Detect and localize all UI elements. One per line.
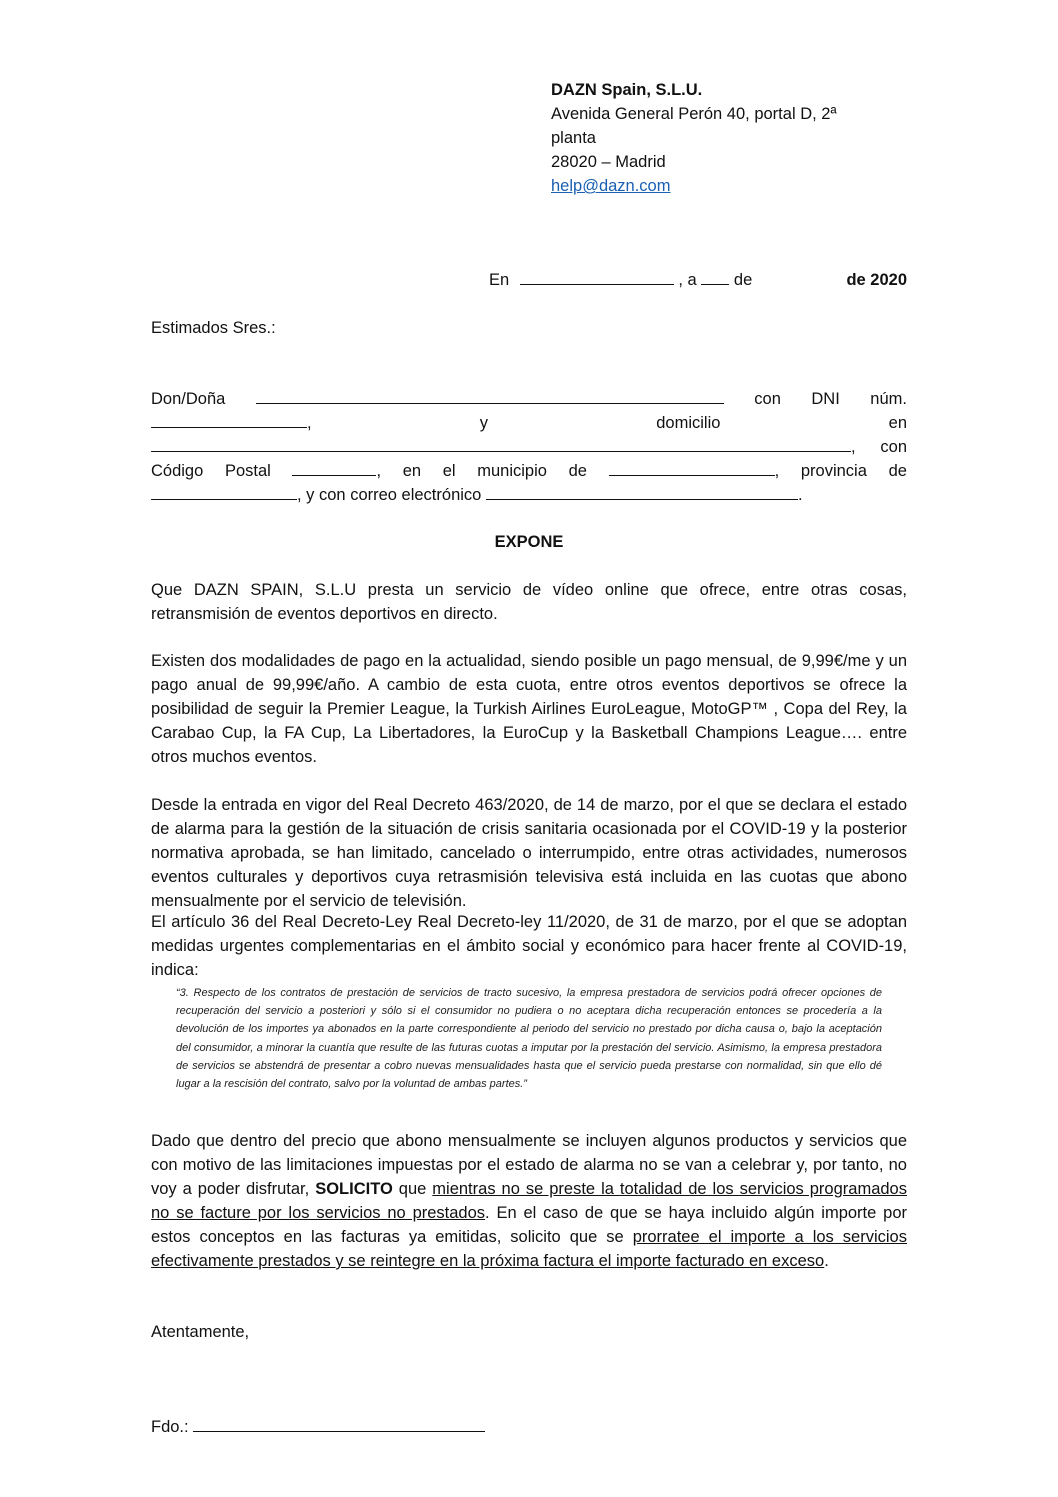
label-el: el bbox=[442, 462, 456, 480]
label-domicilio: domicilio bbox=[656, 414, 721, 432]
recipient-email-link[interactable]: help@dazn.com bbox=[551, 177, 671, 195]
date-prefix: En bbox=[489, 271, 510, 289]
legal-quote: “3. Respecto de los contratos de prestación de servicios de tracto sucesivo, la empresa prestadora de servicios podrá ofrecer opciones de recuperación del servicio a posteriori y sólo si el consumidor no pudiera o no aceptara dicha recuperación entonces se procedería a la devolución de los importes ya abonados en la parte correspondiente al periodo del servicio no prestado por dicha causa o, bajo la aceptación del consumidor, a minorar la cuantía que resulte de las futuras cuotas a imputar por la prestación del servicio. Asimismo, la empresa prestadora de servicios se abstendrá de presentar a cobro nuevas mensualidades hasta que el servicio pueda prestarse con normalidad, sin que ello dé lugar a la rescisión del contrato, salvo por la voluntad de ambas partes.” bbox=[176, 987, 882, 1091]
place-blank[interactable] bbox=[520, 269, 674, 285]
label-de: de bbox=[888, 462, 907, 480]
signature-line bbox=[151, 1415, 907, 1439]
recipient-address-line2: planta bbox=[551, 129, 596, 147]
recipient-address bbox=[551, 78, 837, 198]
id-line-1 bbox=[151, 387, 907, 411]
paragraph-4: El artículo 36 del Real Decreto-Ley Real Decreto-ley 11/2020, de 31 de marzo, por el que se adoptan medidas urgentes complementarias en el ámbito social y económico para hacer frente al COVID-19, indica: bbox=[151, 913, 907, 979]
section-heading: EXPONE bbox=[494, 533, 564, 551]
email-blank[interactable] bbox=[486, 484, 798, 500]
label-dni: DNI bbox=[811, 390, 840, 408]
request-text-a: Dado que dentro del precio que abono mensualmente se incluyen algunos productos y servicios que con motivo de las limitaciones impuestas por el estado de alarma no se van a celebrar y, por tanto, no voy a poder disfrutar, bbox=[151, 1132, 907, 1198]
municipality-blank[interactable] bbox=[609, 460, 775, 476]
request-keyword: SOLICITO bbox=[315, 1180, 393, 1198]
greeting: Estimados Sres.: bbox=[151, 319, 276, 337]
comma: , bbox=[307, 414, 312, 432]
label-con: con bbox=[754, 390, 781, 408]
comma: , bbox=[851, 438, 856, 456]
dni-blank[interactable] bbox=[151, 412, 307, 428]
label-en: en bbox=[888, 414, 907, 432]
id-line-2 bbox=[151, 411, 907, 435]
province-blank[interactable] bbox=[151, 484, 297, 500]
identification-form bbox=[151, 387, 907, 507]
postal-code-blank[interactable] bbox=[292, 460, 376, 476]
signature-blank[interactable] bbox=[193, 1416, 485, 1432]
address-blank[interactable] bbox=[151, 436, 851, 452]
name-blank[interactable] bbox=[256, 388, 724, 404]
id-line-4 bbox=[151, 459, 907, 483]
period: . bbox=[797, 486, 803, 504]
paragraph-3: Desde la entrada en vigor del Real Decreto 463/2020, de 14 de marzo, por el que se declara el estado de alarma para la gestión de la situación de crisis sanitaria ocasionada por el COVID-19 y la posterior normativa aprobada, se han limitado, cancelado o interrumpido, entre otras actividades, numerosos eventos culturales y deportivos cuya retrasmisión televisiva está incluida en las cuotas que abono mensualmente por el servicio de televisión. bbox=[151, 796, 907, 910]
id-line-3 bbox=[151, 435, 907, 459]
id-line-5 bbox=[151, 483, 907, 507]
paragraph-request bbox=[151, 1129, 907, 1273]
date-year: de 2020 bbox=[846, 271, 907, 289]
label-postal: Postal bbox=[224, 462, 271, 480]
label-email: , y con correo electrónico bbox=[297, 486, 482, 504]
paragraph-2: Existen dos modalidades de pago en la actualidad, siendo posible un pago mensual, de 9,99€/me y un pago anual de 99,99€/año. A cambio de esta cuota, entre otros eventos deportivos se ofrece la posibilidad de seguir la Premier League, la Turkish Airlines EuroLeague, MotoGP™ , Copa del Rey, la Carabao Cup, la FA Cup, La Libertadores, la EuroCup y la Basketball Champions League…. entre otros muchos eventos. bbox=[151, 652, 907, 766]
recipient-address-line1: Avenida General Perón 40, portal D, 2ª bbox=[551, 105, 837, 123]
signature-label: Fdo.: bbox=[151, 1418, 189, 1436]
closing: Atentamente, bbox=[151, 1323, 250, 1341]
label-num: núm. bbox=[870, 390, 907, 408]
label-con: con bbox=[880, 438, 907, 456]
label-en: en bbox=[402, 462, 422, 480]
date-line bbox=[489, 268, 907, 292]
comma: , bbox=[376, 462, 382, 480]
recipient-company: DAZN Spain, S.L.U. bbox=[551, 81, 703, 99]
request-period: . bbox=[824, 1252, 829, 1270]
request-underlined-1: mientras no se preste la totalidad de los servicios programados no se facture por los servicios no prestados bbox=[151, 1180, 907, 1222]
day-blank[interactable] bbox=[701, 269, 729, 285]
request-underlined-2: prorratee el importe a los servicios efectivamente prestados y se reintegre en la próxima factura el importe facturado en exceso bbox=[151, 1228, 907, 1270]
paragraph-1: Que DAZN SPAIN, S.L.U presta un servicio de vídeo online que ofrece, entre otras cosas, retransmisión de eventos deportivos en directo. bbox=[151, 581, 907, 623]
label-provincia: provincia bbox=[800, 462, 867, 480]
request-text-e: . En el caso de que se haya incluido algún importe por estos conceptos en las facturas ya emitidas, solicito que se bbox=[151, 1204, 907, 1246]
date-de: de bbox=[733, 271, 753, 289]
comma: , bbox=[774, 462, 780, 480]
label-municipio: municipio bbox=[477, 462, 547, 480]
label-de: de bbox=[568, 462, 587, 480]
label-codigo: Código bbox=[151, 462, 204, 480]
label-y: y bbox=[479, 414, 489, 432]
date-comma-a: , a bbox=[678, 271, 697, 289]
request-text-c: que bbox=[398, 1180, 427, 1198]
recipient-city: 28020 – Madrid bbox=[551, 153, 666, 171]
label-don-dona: Don/Doña bbox=[151, 390, 226, 408]
